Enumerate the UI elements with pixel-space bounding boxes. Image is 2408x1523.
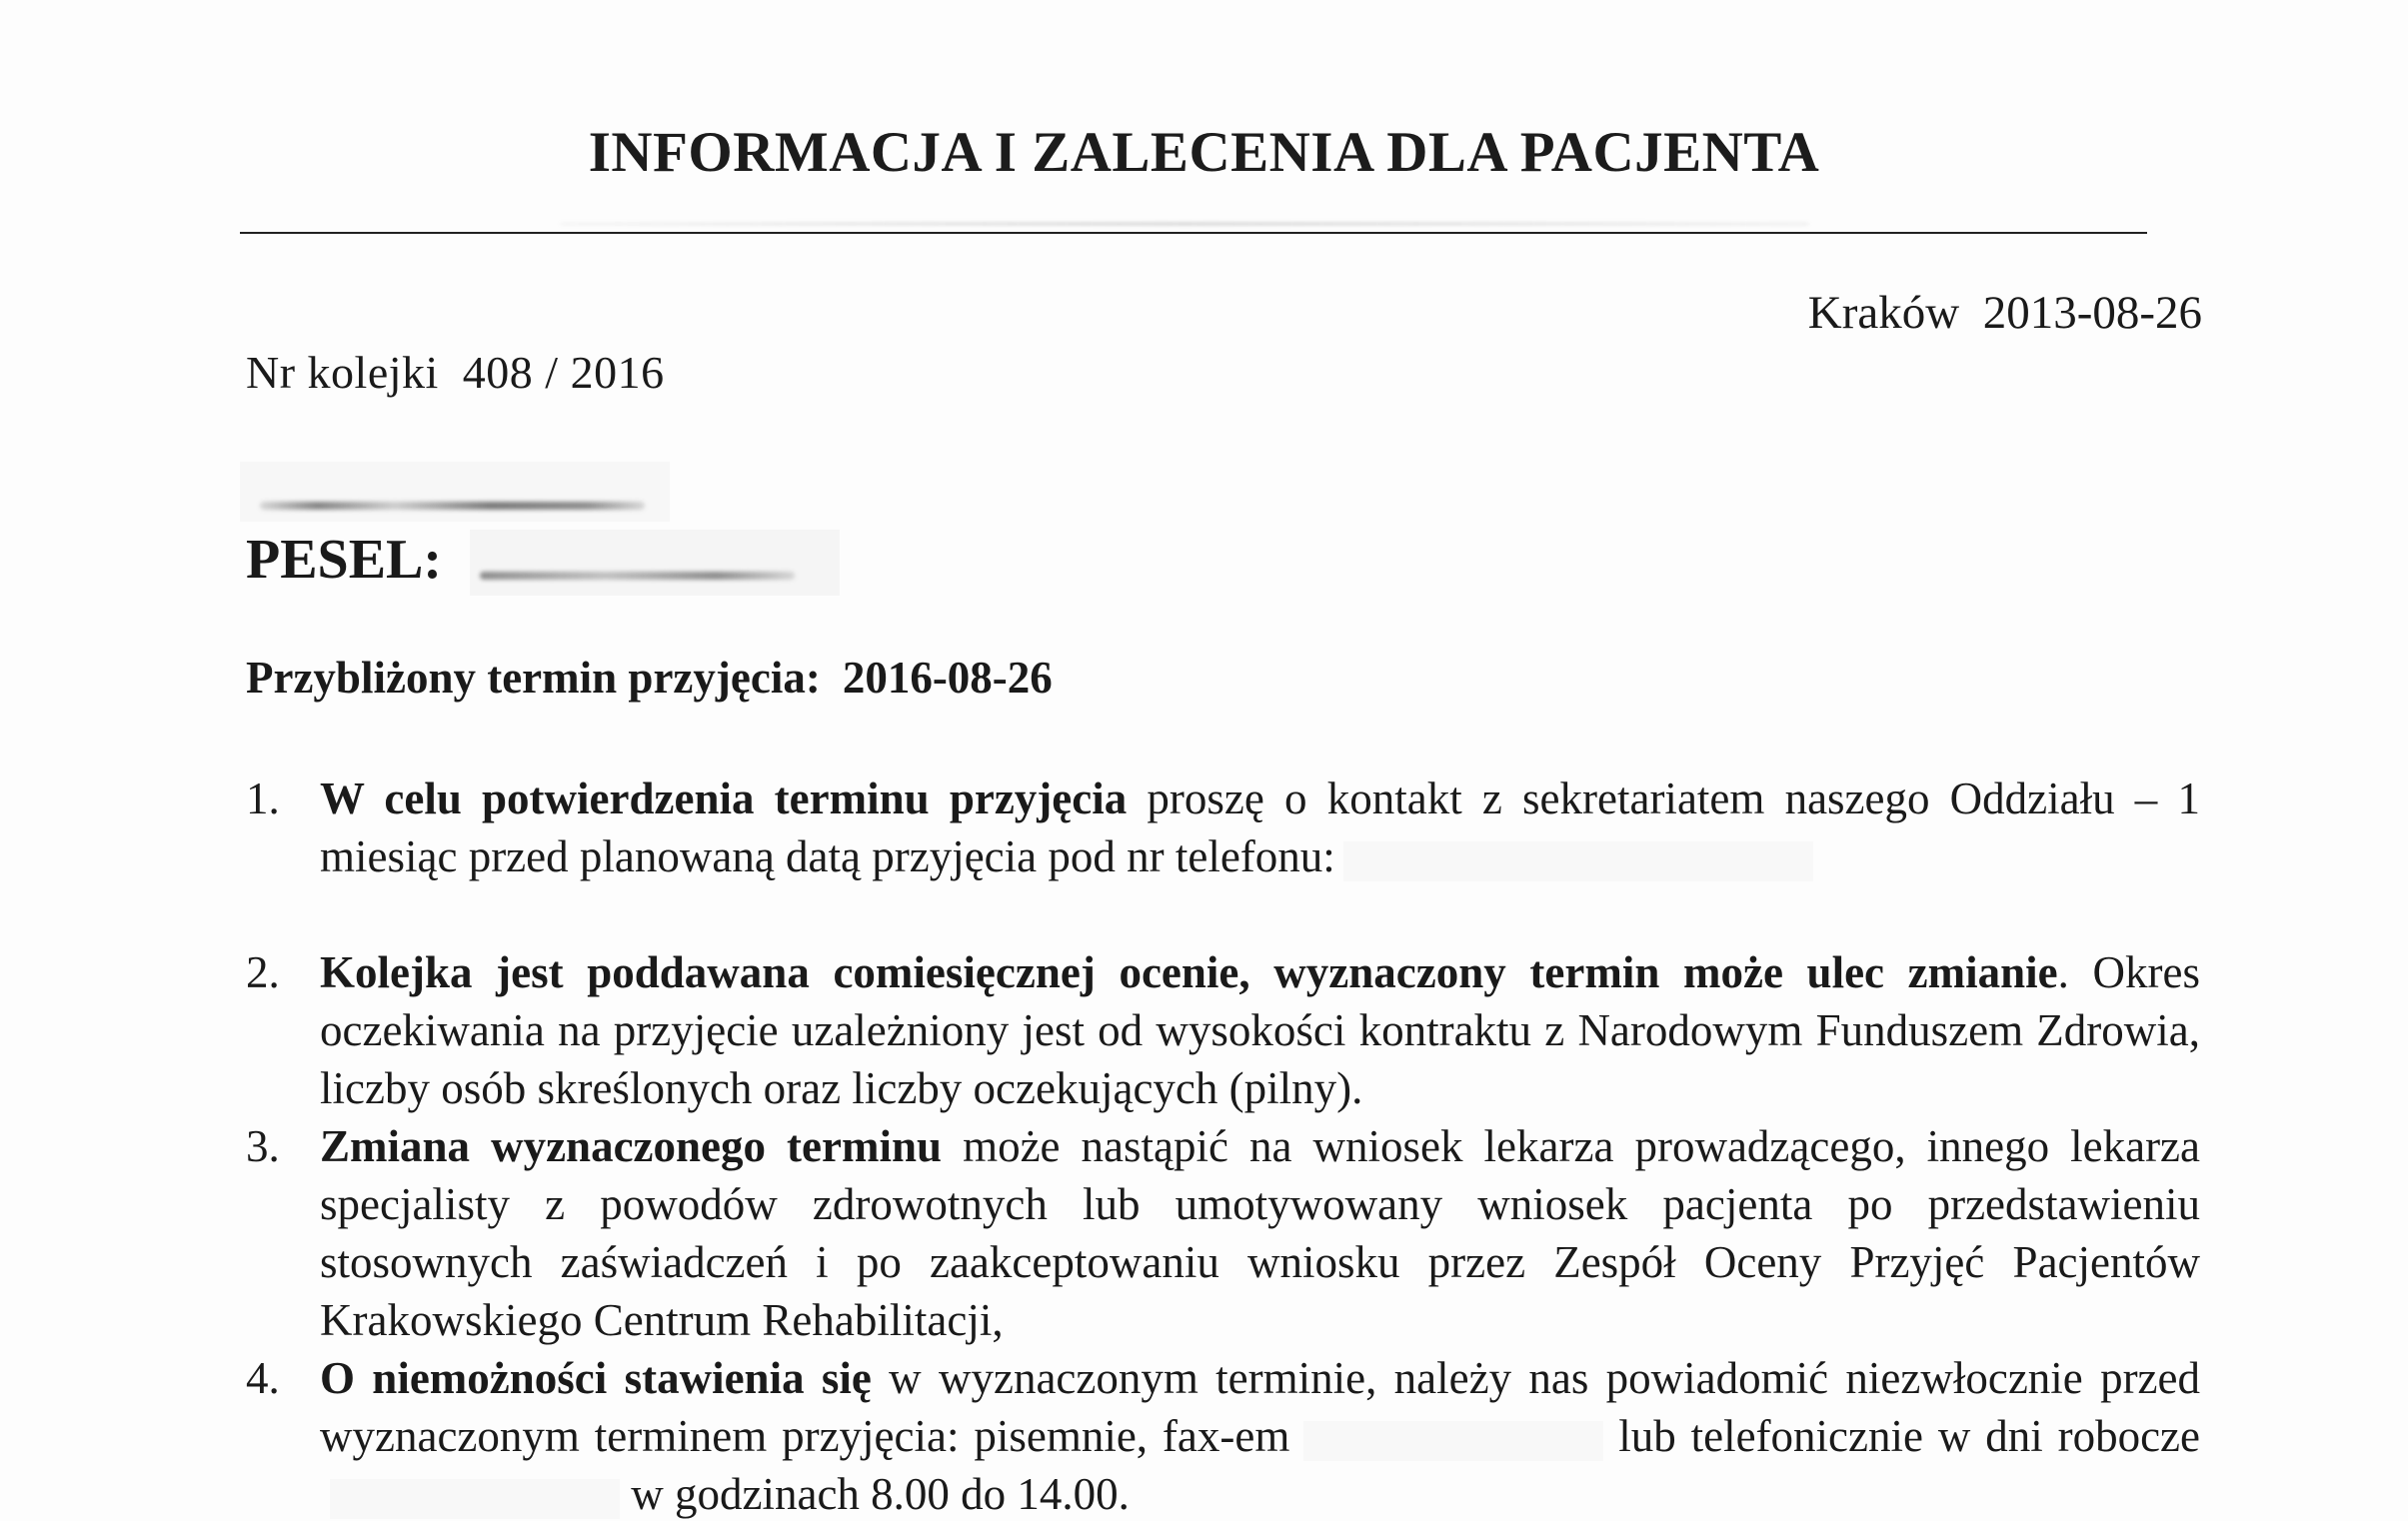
redacted-phone-2 — [330, 1479, 620, 1519]
instructions-list — [246, 769, 2200, 1523]
item-number: 3. — [246, 1121, 280, 1171]
item-text: proszę o kontakt z sekretariatem naszego Oddziału – 1 miesiąc przed planowaną datą przyjęcia pod nr telefonu: — [320, 773, 2200, 881]
item-heading: Zmiana wyznaczonego terminu — [320, 1121, 943, 1171]
admission-label: Przybliżony termin przyjęcia: — [246, 653, 821, 703]
redacted-pesel-mark — [480, 572, 795, 580]
redacted-patient-name — [240, 462, 670, 522]
title-underline — [240, 232, 2147, 234]
redacted-fax — [1303, 1421, 1603, 1461]
place-and-date — [1808, 286, 2202, 340]
item-text: może nastąpić na wniosek lekarza prowadzącego, innego lekarza specjalisty z powodów zdrowotnych lub umotywowany wniosek pacjenta po przedstawieniu stosownych zaświadczeń i po zaakceptowaniu wniosku przez Zespół Oceny Przyjęć Pacjentów Krakowskiego Centrum Rehabilitacji, — [320, 1121, 2200, 1345]
pesel-label: PESEL: — [246, 529, 443, 591]
city: Kraków — [1807, 287, 1960, 339]
redacted-name-mark — [260, 502, 645, 510]
queue-value: 408 / 2016 — [462, 347, 665, 398]
item-number: 4. — [246, 1353, 280, 1403]
item-text-continued: lub telefonicznie w dni robocze — [1603, 1411, 2200, 1461]
list-item — [246, 1117, 2200, 1349]
item-text: . Okres oczekiwania na przyjęcie uzależniony jest od wysokości kontraktu z Narodowym Funduszem Zdrowia, liczby osób skreślonych oraz liczby oczekujących (pilny). — [320, 947, 2200, 1113]
issue-date: 2013-08-26 — [1982, 287, 2202, 339]
item-heading: W celu potwierdzenia terminu przyjęcia — [320, 773, 1128, 823]
list-item — [246, 1349, 2200, 1523]
list-item — [246, 769, 2200, 885]
admission-date-line — [246, 652, 1053, 704]
item-text: w wyznaczonym terminie, należy nas powiadomić niezwłocznie przed wyznaczonym terminem przyjęcia: pisemnie, fax-em — [320, 1353, 2201, 1461]
title-underline-shadow — [560, 222, 1809, 226]
item-heading: O niemożności stawienia się — [320, 1353, 872, 1403]
redacted-pesel — [470, 530, 840, 596]
item-heading: Kolejka jest poddawana comiesięcznej ocenie, wyznaczony termin może ulec zmianie — [320, 947, 2058, 997]
item-number: 2. — [246, 947, 280, 997]
document-title: INFORMACJA I ZALECENIA DLA PACJENTA — [588, 121, 1820, 184]
item-text-end: w godzinach 8.00 do 14.00. — [620, 1469, 1130, 1519]
list-item — [246, 943, 2200, 1117]
queue-label: Nr kolejki — [246, 347, 439, 398]
item-number: 1. — [246, 773, 280, 823]
redacted-phone — [1343, 841, 1813, 881]
admission-date: 2016-08-26 — [842, 653, 1053, 703]
queue-number — [246, 346, 665, 399]
